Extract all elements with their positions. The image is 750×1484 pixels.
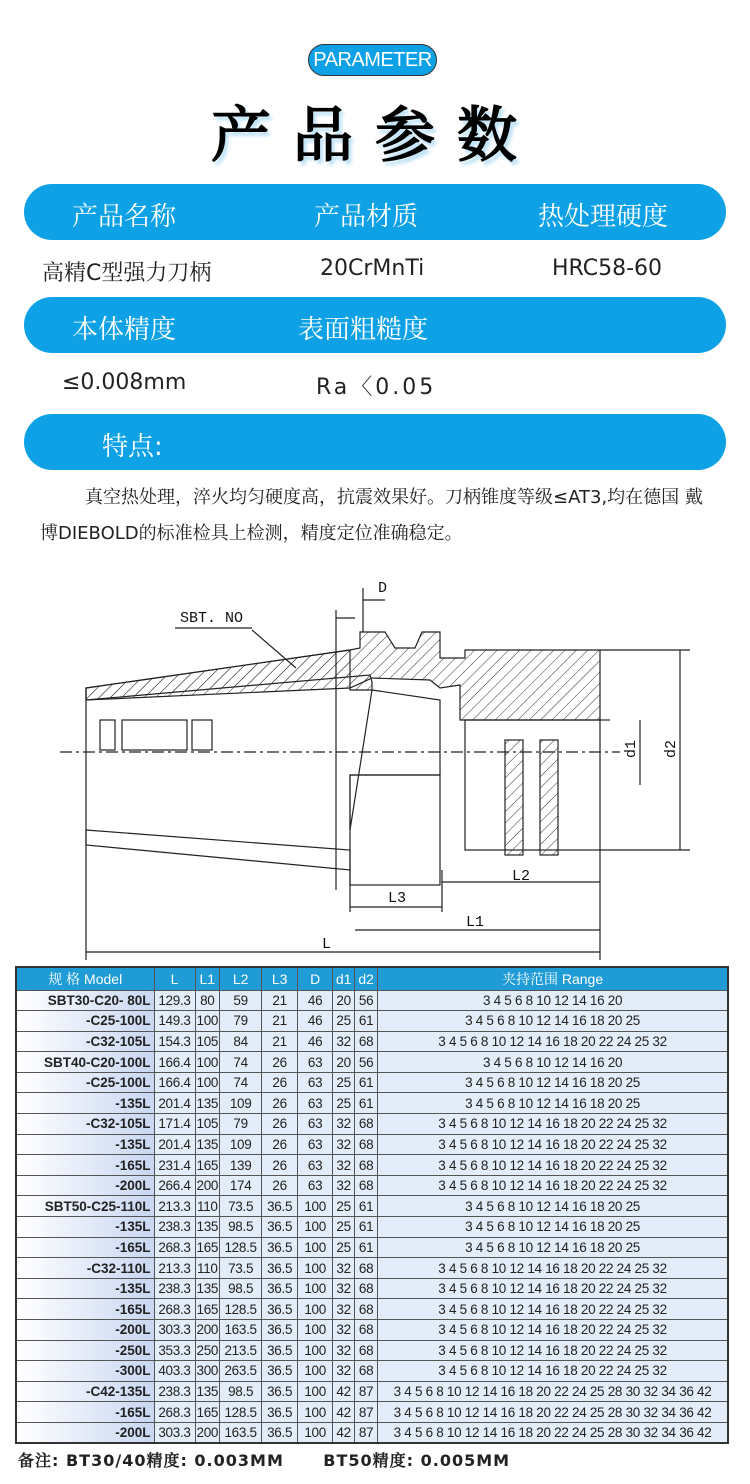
- table-cell: 74: [220, 1072, 262, 1093]
- label-L: L: [322, 936, 332, 953]
- table-cell: 68: [355, 1155, 378, 1176]
- model-cell: -135L: [16, 1134, 154, 1155]
- table-cell: 26: [262, 1052, 298, 1073]
- model-cell: SBT40-C20-100L: [16, 1052, 154, 1073]
- model-cell: -165L: [16, 1237, 154, 1258]
- table-cell: 200: [195, 1175, 220, 1196]
- label-D: D: [378, 580, 388, 597]
- column-header: L2: [220, 967, 262, 990]
- table-row: [16, 1258, 728, 1279]
- label-material: 产品材质: [314, 202, 419, 232]
- table-cell: 25: [333, 1093, 355, 1114]
- table-cell: 61: [355, 1093, 378, 1114]
- table-cell: 100: [298, 1402, 333, 1423]
- table-row: [16, 1237, 728, 1258]
- table-cell: 165: [195, 1299, 220, 1320]
- table-cell: 25: [333, 1237, 355, 1258]
- table-cell: 46: [298, 1011, 333, 1032]
- table-cell: 268.3: [154, 1402, 195, 1423]
- table-cell: 3 4 5 6 8 10 12 14 16 18 20 25: [378, 1093, 728, 1114]
- table-cell: 61: [355, 1237, 378, 1258]
- page-title: 产品参数: [211, 101, 539, 171]
- table-cell: 213.5: [220, 1340, 262, 1361]
- table-cell: 73.5: [220, 1258, 262, 1279]
- table-cell: 63: [298, 1175, 333, 1196]
- table-cell: 36.5: [262, 1340, 298, 1361]
- table-cell: 46: [298, 990, 333, 1011]
- table-cell: 36.5: [262, 1237, 298, 1258]
- table-cell: 100: [195, 1052, 220, 1073]
- table-cell: 213.3: [154, 1258, 195, 1279]
- table-cell: 165: [195, 1237, 220, 1258]
- table-cell: 135: [195, 1093, 220, 1114]
- table-cell: 36.5: [262, 1196, 298, 1217]
- table-cell: 128.5: [220, 1237, 262, 1258]
- table-cell: 26: [262, 1093, 298, 1114]
- table-cell: 238.3: [154, 1381, 195, 1402]
- table-cell: 32: [333, 1155, 355, 1176]
- table-cell: 32: [333, 1361, 355, 1382]
- table-cell: 100: [298, 1237, 333, 1258]
- model-cell: SBT30-C20- 80L: [16, 990, 154, 1011]
- table-cell: 135: [195, 1134, 220, 1155]
- table-cell: 68: [355, 1031, 378, 1052]
- label-features: 特点:: [102, 432, 163, 462]
- table-row: [16, 1361, 728, 1382]
- table-cell: 3 4 5 6 8 10 12 14 16 20: [378, 990, 728, 1011]
- table-row: [16, 1155, 728, 1176]
- table-cell: 3 4 5 6 8 10 12 14 16 18 20 22 24 25 28 30 32 34 36 42: [378, 1402, 728, 1423]
- table-cell: 3 4 5 6 8 10 12 14 16 18 20 25: [378, 1217, 728, 1238]
- table-cell: 3 4 5 6 8 10 12 14 16 18 20 22 24 25 32: [378, 1155, 728, 1176]
- table-cell: 68: [355, 1320, 378, 1341]
- table-cell: 200: [195, 1422, 220, 1443]
- footnote: 备注: BT30/40精度: 0.003MM BT50精度: 0.005MM: [18, 1451, 511, 1470]
- table-cell: 109: [220, 1093, 262, 1114]
- table-cell: 68: [355, 1175, 378, 1196]
- model-cell: -250L: [16, 1340, 154, 1361]
- table-cell: 100: [298, 1320, 333, 1341]
- column-header: d1: [333, 967, 355, 990]
- label-d1: d1: [623, 739, 640, 758]
- value-hardness: HRC58-60: [552, 256, 663, 281]
- table-cell: 79: [220, 1011, 262, 1032]
- table-cell: 68: [355, 1361, 378, 1382]
- label-L1: L1: [466, 914, 485, 931]
- table-cell: 100: [298, 1299, 333, 1320]
- table-row: [16, 1196, 728, 1217]
- table-row: [16, 1217, 728, 1238]
- model-cell: -300L: [16, 1361, 154, 1382]
- table-cell: 21: [262, 1031, 298, 1052]
- table-cell: 68: [355, 1278, 378, 1299]
- column-header: L1: [195, 967, 220, 990]
- table-cell: 36.5: [262, 1402, 298, 1423]
- model-cell: -200L: [16, 1320, 154, 1341]
- label-precision: 本体精度: [72, 315, 177, 345]
- table-cell: 165: [195, 1402, 220, 1423]
- table-cell: 32: [333, 1114, 355, 1135]
- table-cell: 3 4 5 6 8 10 12 14 16 18 20 22 24 25 32: [378, 1134, 728, 1155]
- table-cell: 87: [355, 1402, 378, 1423]
- table-cell: 3 4 5 6 8 10 12 14 16 18 20 22 24 25 32: [378, 1114, 728, 1135]
- table-cell: 61: [355, 1011, 378, 1032]
- spec-table: [15, 966, 729, 1444]
- label-product-name: 产品名称: [72, 202, 177, 232]
- table-cell: 238.3: [154, 1217, 195, 1238]
- table-cell: 3 4 5 6 8 10 12 14 16 18 20 25: [378, 1196, 728, 1217]
- table-cell: 98.5: [220, 1278, 262, 1299]
- table-cell: 63: [298, 1155, 333, 1176]
- table-cell: 231.4: [154, 1155, 195, 1176]
- model-cell: -C25-100L: [16, 1072, 154, 1093]
- table-cell: 135: [195, 1217, 220, 1238]
- label-hardness: 热处理硬度: [538, 202, 669, 232]
- table-cell: 109: [220, 1134, 262, 1155]
- table-cell: 163.5: [220, 1320, 262, 1341]
- table-cell: 59: [220, 990, 262, 1011]
- column-header: D: [298, 967, 333, 990]
- table-cell: 166.4: [154, 1052, 195, 1073]
- table-cell: 268.3: [154, 1237, 195, 1258]
- table-cell: 3 4 5 6 8 10 12 14 16 18 20 22 24 25 32: [378, 1175, 728, 1196]
- table-cell: 32: [333, 1340, 355, 1361]
- table-cell: 42: [333, 1422, 355, 1443]
- column-header: 夹持范围 Range: [378, 967, 728, 990]
- table-cell: 213.3: [154, 1196, 195, 1217]
- table-cell: 100: [298, 1196, 333, 1217]
- table-cell: 110: [195, 1196, 220, 1217]
- table-cell: 63: [298, 1052, 333, 1073]
- table-row: [16, 1052, 728, 1073]
- table-cell: 105: [195, 1114, 220, 1135]
- value-roughness: Ra〈0.05: [316, 375, 437, 400]
- table-cell: 100: [298, 1422, 333, 1443]
- table-cell: 20: [333, 990, 355, 1011]
- label-d2: d2: [663, 739, 680, 758]
- table-cell: 68: [355, 1134, 378, 1155]
- table-cell: 87: [355, 1422, 378, 1443]
- column-header: 规 格 Model: [16, 967, 154, 990]
- table-cell: 26: [262, 1114, 298, 1135]
- table-cell: 3 4 5 6 8 10 12 14 16 18 20 22 24 25 32: [378, 1258, 728, 1279]
- table-cell: 3 4 5 6 8 10 12 14 16 18 20 22 24 25 32: [378, 1278, 728, 1299]
- table-cell: 3 4 5 6 8 10 12 14 16 18 20 22 24 25 32: [378, 1031, 728, 1052]
- table-cell: 263.5: [220, 1361, 262, 1382]
- table-row: [16, 1299, 728, 1320]
- table-cell: 61: [355, 1196, 378, 1217]
- table-cell: 135: [195, 1278, 220, 1299]
- value-product-name: 高精C型强力刀柄: [42, 261, 212, 286]
- table-cell: 403.3: [154, 1361, 195, 1382]
- table-cell: 80: [195, 990, 220, 1011]
- features-bar: [24, 414, 726, 470]
- table-cell: 238.3: [154, 1278, 195, 1299]
- table-cell: 32: [333, 1320, 355, 1341]
- table-row: [16, 1422, 728, 1443]
- table-row: [16, 1402, 728, 1423]
- table-cell: 129.3: [154, 990, 195, 1011]
- spec-header-bar-1: [24, 184, 726, 240]
- table-cell: 110: [195, 1258, 220, 1279]
- column-header: L3: [262, 967, 298, 990]
- table-cell: 20: [333, 1052, 355, 1073]
- table-cell: 74: [220, 1052, 262, 1073]
- table-cell: 166.4: [154, 1072, 195, 1093]
- table-cell: 100: [298, 1381, 333, 1402]
- table-cell: 3 4 5 6 8 10 12 14 16 18 20 25: [378, 1237, 728, 1258]
- table-cell: 174: [220, 1175, 262, 1196]
- table-cell: 3 4 5 6 8 10 12 14 16 18 20 22 24 25 32: [378, 1361, 728, 1382]
- model-cell: -C32-110L: [16, 1258, 154, 1279]
- model-cell: -135L: [16, 1093, 154, 1114]
- table-cell: 100: [298, 1217, 333, 1238]
- table-cell: 21: [262, 990, 298, 1011]
- table-cell: 63: [298, 1114, 333, 1135]
- table-cell: 3 4 5 6 8 10 12 14 16 18 20 22 24 25 28 30 32 34 36 42: [378, 1381, 728, 1402]
- table-cell: 163.5: [220, 1422, 262, 1443]
- label-L3: L3: [388, 890, 407, 907]
- model-cell: -165L: [16, 1299, 154, 1320]
- table-cell: 63: [298, 1093, 333, 1114]
- table-cell: 26: [262, 1072, 298, 1093]
- table-cell: 165: [195, 1155, 220, 1176]
- table-cell: 36.5: [262, 1299, 298, 1320]
- table-cell: 87: [355, 1381, 378, 1402]
- table-cell: 61: [355, 1072, 378, 1093]
- table-cell: 68: [355, 1258, 378, 1279]
- table-cell: 42: [333, 1402, 355, 1423]
- table-cell: 201.4: [154, 1134, 195, 1155]
- table-row: [16, 1340, 728, 1361]
- table-cell: 98.5: [220, 1217, 262, 1238]
- tool-holder-drawing: [0, 570, 750, 960]
- table-row: [16, 1093, 728, 1114]
- table-cell: 32: [333, 1278, 355, 1299]
- model-cell: -200L: [16, 1422, 154, 1443]
- table-cell: 25: [333, 1217, 355, 1238]
- column-header: d2: [355, 967, 378, 990]
- table-cell: 268.3: [154, 1299, 195, 1320]
- table-cell: 25: [333, 1072, 355, 1093]
- table-cell: 154.3: [154, 1031, 195, 1052]
- table-cell: 68: [355, 1114, 378, 1135]
- table-cell: 139: [220, 1155, 262, 1176]
- table-row: [16, 1134, 728, 1155]
- table-cell: 100: [298, 1361, 333, 1382]
- table-cell: 3 4 5 6 8 10 12 14 16 18 20 25: [378, 1011, 728, 1032]
- table-cell: 61: [355, 1217, 378, 1238]
- table-cell: 42: [333, 1381, 355, 1402]
- table-cell: 36.5: [262, 1278, 298, 1299]
- table-cell: 36.5: [262, 1217, 298, 1238]
- model-cell: -C42-135L: [16, 1381, 154, 1402]
- table-cell: 105: [195, 1031, 220, 1052]
- table-cell: 25: [333, 1196, 355, 1217]
- table-cell: 25: [333, 1011, 355, 1032]
- table-row: [16, 1320, 728, 1341]
- parameter-badge: PARAMETER: [308, 44, 437, 76]
- table-cell: 3 4 5 6 8 10 12 14 16 18 20 22 24 25 32: [378, 1320, 728, 1341]
- table-cell: 36.5: [262, 1361, 298, 1382]
- table-cell: 100: [298, 1258, 333, 1279]
- model-cell: -135L: [16, 1217, 154, 1238]
- table-cell: 32: [333, 1134, 355, 1155]
- table-cell: 26: [262, 1175, 298, 1196]
- label-L2: L2: [512, 868, 531, 885]
- table-cell: 36.5: [262, 1320, 298, 1341]
- table-cell: 353.3: [154, 1340, 195, 1361]
- table-row: [16, 990, 728, 1011]
- table-cell: 32: [333, 1258, 355, 1279]
- table-row: [16, 1072, 728, 1093]
- table-cell: 68: [355, 1340, 378, 1361]
- table-row: [16, 1031, 728, 1052]
- table-row: [16, 1114, 728, 1135]
- table-cell: 79: [220, 1114, 262, 1135]
- model-cell: -135L: [16, 1278, 154, 1299]
- table-cell: 73.5: [220, 1196, 262, 1217]
- table-cell: 3 4 5 6 8 10 12 14 16 18 20 22 24 25 32: [378, 1340, 728, 1361]
- table-cell: 171.4: [154, 1114, 195, 1135]
- table-cell: 56: [355, 1052, 378, 1073]
- table-cell: 250: [195, 1340, 220, 1361]
- table-cell: 200: [195, 1320, 220, 1341]
- table-cell: 3 4 5 6 8 10 12 14 16 18 20 22 24 25 28 30 32 34 36 42: [378, 1422, 728, 1443]
- table-cell: 36.5: [262, 1381, 298, 1402]
- table-cell: 303.3: [154, 1422, 195, 1443]
- table-cell: 201.4: [154, 1093, 195, 1114]
- table-cell: 21: [262, 1011, 298, 1032]
- table-cell: 100: [195, 1011, 220, 1032]
- table-cell: 26: [262, 1155, 298, 1176]
- table-cell: 100: [298, 1340, 333, 1361]
- table-cell: 128.5: [220, 1299, 262, 1320]
- table-cell: 84: [220, 1031, 262, 1052]
- table-cell: 63: [298, 1072, 333, 1093]
- table-cell: 3 4 5 6 8 10 12 14 16 20: [378, 1052, 728, 1073]
- model-cell: -C32-105L: [16, 1114, 154, 1135]
- table-cell: 100: [298, 1278, 333, 1299]
- value-precision: ≤0.008mm: [62, 370, 187, 395]
- model-cell: -C32-105L: [16, 1031, 154, 1052]
- table-cell: 46: [298, 1031, 333, 1052]
- table-row: [16, 1011, 728, 1032]
- table-cell: 149.3: [154, 1011, 195, 1032]
- model-cell: -165L: [16, 1155, 154, 1176]
- features-text: 真空热处理，淬火均匀硬度高，抗震效果好。刀柄锥度等级≤AT3,均在德国 戴博DIEBOLD的标准检具上检测，精度定位准确稳定。: [40, 487, 703, 544]
- table-cell: 100: [195, 1072, 220, 1093]
- table-row: [16, 1175, 728, 1196]
- table-cell: 36.5: [262, 1422, 298, 1443]
- table-cell: 56: [355, 990, 378, 1011]
- label-sbt-no: SBT. NO: [180, 610, 244, 627]
- label-roughness: 表面粗糙度: [298, 315, 429, 345]
- table-cell: 300: [195, 1361, 220, 1382]
- column-header: L: [154, 967, 195, 990]
- table-row: [16, 1278, 728, 1299]
- table-cell: 26: [262, 1134, 298, 1155]
- table-cell: 135: [195, 1381, 220, 1402]
- table-cell: 266.4: [154, 1175, 195, 1196]
- table-row: [16, 1381, 728, 1402]
- model-cell: -200L: [16, 1175, 154, 1196]
- table-cell: 3 4 5 6 8 10 12 14 16 18 20 25: [378, 1072, 728, 1093]
- table-cell: 128.5: [220, 1402, 262, 1423]
- table-cell: 98.5: [220, 1381, 262, 1402]
- table-cell: 32: [333, 1299, 355, 1320]
- model-cell: -C25-100L: [16, 1011, 154, 1032]
- table-cell: 32: [333, 1175, 355, 1196]
- value-material: 20CrMnTi: [320, 256, 425, 281]
- model-cell: -165L: [16, 1402, 154, 1423]
- table-cell: 68: [355, 1299, 378, 1320]
- model-cell: SBT50-C25-110L: [16, 1196, 154, 1217]
- spec-header-bar-2: [24, 297, 726, 353]
- table-cell: 3 4 5 6 8 10 12 14 16 18 20 22 24 25 32: [378, 1299, 728, 1320]
- table-cell: 36.5: [262, 1258, 298, 1279]
- table-cell: 63: [298, 1134, 333, 1155]
- table-cell: 303.3: [154, 1320, 195, 1341]
- table-cell: 32: [333, 1031, 355, 1052]
